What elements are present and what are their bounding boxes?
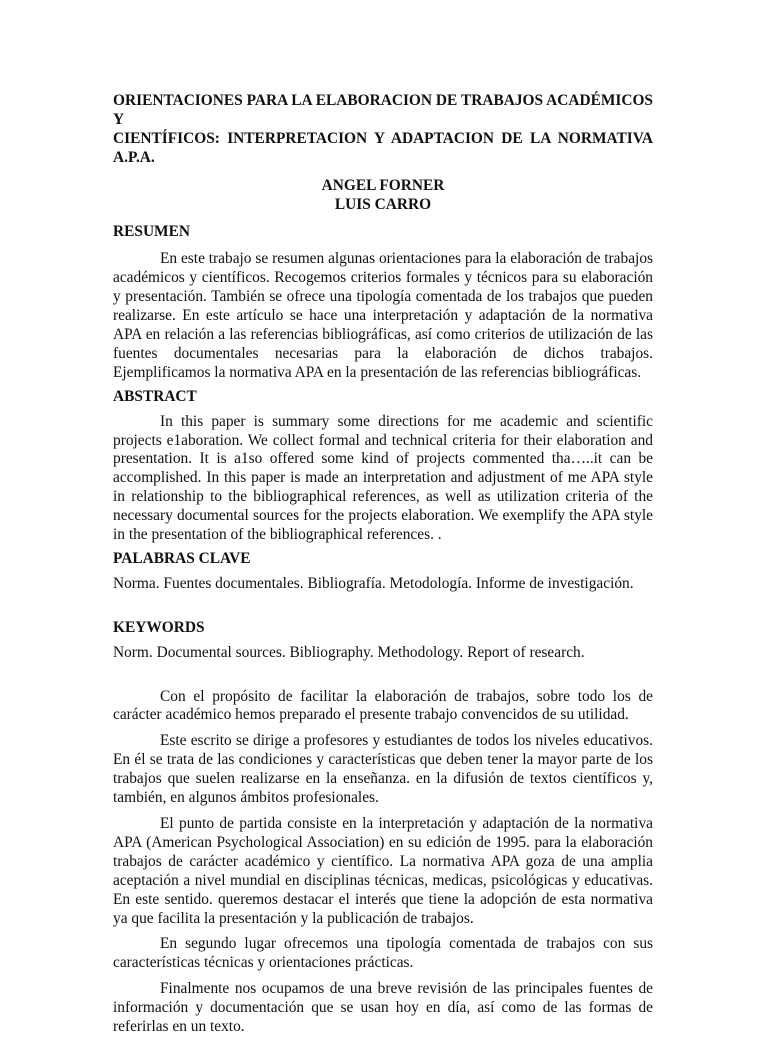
keywords-heading: KEYWORDS [113, 618, 205, 636]
title-line-1: ORIENTACIONES PARA LA ELABORACION DE TRABAJOS ACADÉMICOS Y [113, 92, 653, 128]
document-page [113, 92, 653, 1037]
keywords-text: Norm. Documental sources. Bibliography. Methodology. Report of research. [113, 643, 585, 661]
body-paragraph: Finalmente nos ocupamos de una breve revisión de las principales fuentes de información y documentación que se usan hoy en día, así como de las formas de referirlas en un texto. [113, 980, 653, 1036]
body-paragraph: Este escrito se dirige a profesores y estudiantes de todos los niveles educativos. En él se trata de las condiciones y características que deben tener la mayor parte de los trabajos que suelen realizarse en la enseñanza. en la difusión de textos científicos y, también, en algunos ámbitos profesionales. [113, 732, 653, 807]
palabras-clave-heading: PALABRAS CLAVE [113, 549, 251, 567]
abstract-heading: ABSTRACT [113, 387, 197, 405]
author-name: LUIS CARRO [334, 195, 432, 213]
authors [113, 177, 653, 215]
abstract-text: In this paper is summary some directions for me academic and scientific projects e1aboration. We collect formal and technical criteria for their elaboration and presentation. It is a1so offered some kind of projects commented tha…..it can be accomplished. In this paper is made an interpretation and adjustment of me APA style in relationship to the bibliographical references, as well as utilization criteria of the necessary documental sources for the projects elaboration. We exemplify the APA style in the presentation of the bibliographical references. . [113, 412, 653, 544]
body-paragraph: En segundo lugar ofrecemos una tipología comentada de trabajos con sus características técnicas y orientaciones prácticas. [113, 935, 653, 972]
document-title [113, 92, 653, 168]
title-line-2: CIENTÍFICOS: INTERPRETACION Y ADAPTACION DE LA NORMATIVA A.P.A. [113, 129, 653, 166]
resumen-text: En este trabajo se resumen algunas orientaciones para la elaboración de trabajos académicos y científicos. Recogemos criterios formales y técnicos para su elaboración y presentación. También se ofrece una tipología comentada de los trabajos que pueden realizarse. En este artículo se hace una interpretación y adaptación de la normativa APA en relación a las referencias bibliográficas, así como criterios de utilización de las fuentes documentales necesarias para la elaboración de dichos trabajos. Ejemplificamos la normativa APA en la presentación de las referencias bibliográficas. [113, 250, 653, 381]
body-paragraph: Con el propósito de facilitar la elaboración de trabajos, sobre todo los de carácter académico hemos preparado el presente trabajo convencidos de su utilidad. [113, 687, 653, 724]
resumen-heading: RESUMEN [113, 223, 190, 241]
palabras-clave-text: Norma. Fuentes documentales. Bibliografía. Metodología. Informe de investigación. [113, 574, 634, 592]
author-name: ANGEL FORNER [321, 176, 445, 194]
body-paragraph: El punto de partida consiste en la interpretación y adaptación de la normativa APA (American Psychological Association) en su edición de 1995. para la elaboración trabajos de carácter académico y científico. La normativa APA goza de una amplia aceptación a nivel mundial en disciplinas técnicas, medicas, psicológicas y educativas. En este sentido. queremos destacar el interés que tiene la adopción de esta normativa ya que facilita la presentación y la publicación de trabajos. [113, 815, 653, 927]
